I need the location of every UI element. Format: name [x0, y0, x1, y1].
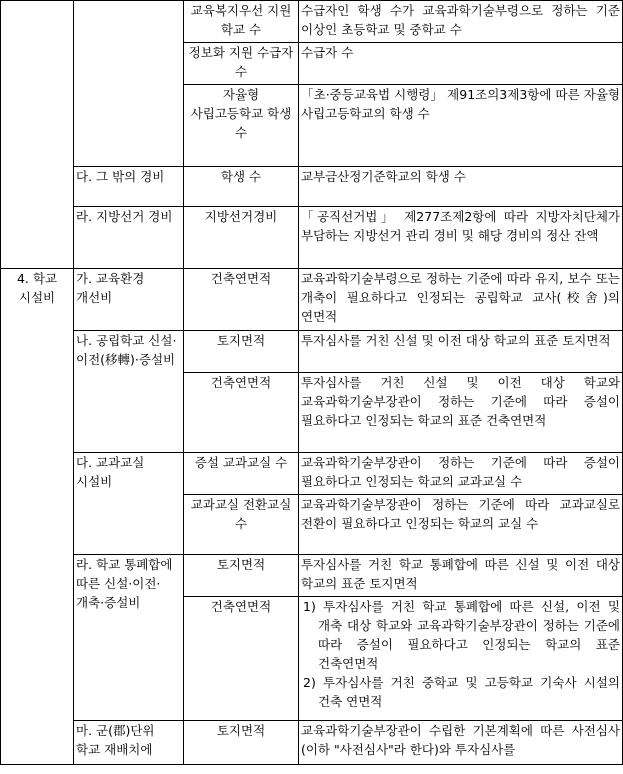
- item-cell: 건축연면적: [184, 269, 299, 331]
- description-cell: 교육과학기술부령으로 정하는 기준에 따라 유지, 보수 또는 개축이 필요하다고 인정되는 공립학교 교사(校舍)의 연면적: [299, 269, 623, 331]
- description-cell: 교육과학기술부장관이 정하는 기준에 따라 교과교실로 전환이 필요하다고 인정되는 학교의 교실 수: [299, 495, 623, 555]
- description-cell: 「공직선거법」 제277조제2항에 따라 지방자치단체가 부담하는 지방선거 관리 경비 및 해당 경비의 정산 잔액: [299, 207, 623, 269]
- item-cell: 지방선거경비: [184, 207, 299, 269]
- subcategory-cell: [74, 1, 184, 167]
- description-cell: 투자심사를 거친 학교 통폐합에 따른 신설 및 이전 대상 학교의 표준 토지면적: [299, 555, 623, 597]
- table-row: [1, 269, 623, 331]
- subcategory-cell: 마. 군(郡)단위 학교 재배치에: [74, 721, 184, 765]
- item-cell: 교과교실 전환교실 수: [184, 495, 299, 555]
- description-cell: [299, 597, 623, 721]
- table-row: [1, 453, 623, 495]
- subcategory-cell: 라. 지방선거 경비: [74, 207, 184, 269]
- description-cell: 「초·중등교육법 시행령」 제91조의3제3항에 따른 자율형 사립고등학교의 학생 수: [299, 85, 623, 167]
- table-row: [1, 167, 623, 207]
- subcategory-cell: 나. 공립학교 신설·이전(移轉)·증설비: [74, 331, 184, 453]
- category-cell: [1, 1, 74, 269]
- item-cell: 교육복지우선 지원 학교 수: [184, 1, 299, 43]
- description-cell: 투자심사를 거친 신설 및 이전 대상 학교와 교육과학기술부장관이 정하는 기준에 따라 증설이 필요하다고 인정되는 학교의 표준 건축연면적: [299, 373, 623, 453]
- subcategory-cell: 다. 교과교실 시설비: [74, 453, 184, 555]
- item-cell: 토지면적: [184, 721, 299, 765]
- item-cell: 건축연면적: [184, 597, 299, 721]
- category-cell: 4. 학교 시설비: [1, 269, 74, 765]
- table-row: [1, 207, 623, 269]
- description-cell: 투자심사를 거친 신설 및 이전 대상 학교의 표준 토지면적: [299, 331, 623, 373]
- table-row: [1, 721, 623, 765]
- subcategory-cell: 가. 교육환경 개선비: [74, 269, 184, 331]
- item-cell: 토지면적: [184, 331, 299, 373]
- description-item-1: 1) 투자심사를 거친 학교 통폐합에 따른 신설, 이전 및 개축 대상 학교와 교육과학기술부장관이 정하는 기준에 따라 증설이 필요하다고 인정되는 학교의 표준 건축연면적: [303, 599, 620, 671]
- description-item-2: 2) 투자심사를 거친 중학교 및 고등학교 기숙사 시설의 건축 연면적: [303, 675, 620, 709]
- table-row: [1, 1, 623, 43]
- item-cell: 정보화 지원 수급자 수: [184, 43, 299, 85]
- item-cell: 건축연면적: [184, 373, 299, 453]
- description-cell: 교육과학기술부장관이 수립한 기본계획에 따른 사전심사(이하 "사전심사"라 한다)와 투자심사를: [299, 721, 623, 765]
- table-row: [1, 331, 623, 373]
- subcategory-cell: 라. 학교 통폐합에 따른 신설·이전·개축·증설비: [74, 555, 184, 721]
- item-cell: 자율형 사립고등학교 학생 수: [184, 85, 299, 167]
- table-row: [1, 555, 623, 597]
- description-cell: 수급자인 학생 수가 교육과학기술부령으로 정하는 기준 이상인 초등학교 및 중학교 수: [299, 1, 623, 43]
- description-cell: 교육과학기술부장관이 정하는 기준에 따라 증설이 필요하다고 인정되는 학교의 교과교실 수: [299, 453, 623, 495]
- item-cell: 증설 교과교실 수: [184, 453, 299, 495]
- subcategory-cell: 다. 그 밖의 경비: [74, 167, 184, 207]
- item-cell: 학생 수: [184, 167, 299, 207]
- description-cell: 교부금산정기준학교의 학생 수: [299, 167, 623, 207]
- description-cell: 수급자 수: [299, 43, 623, 85]
- item-cell: 토지면적: [184, 555, 299, 597]
